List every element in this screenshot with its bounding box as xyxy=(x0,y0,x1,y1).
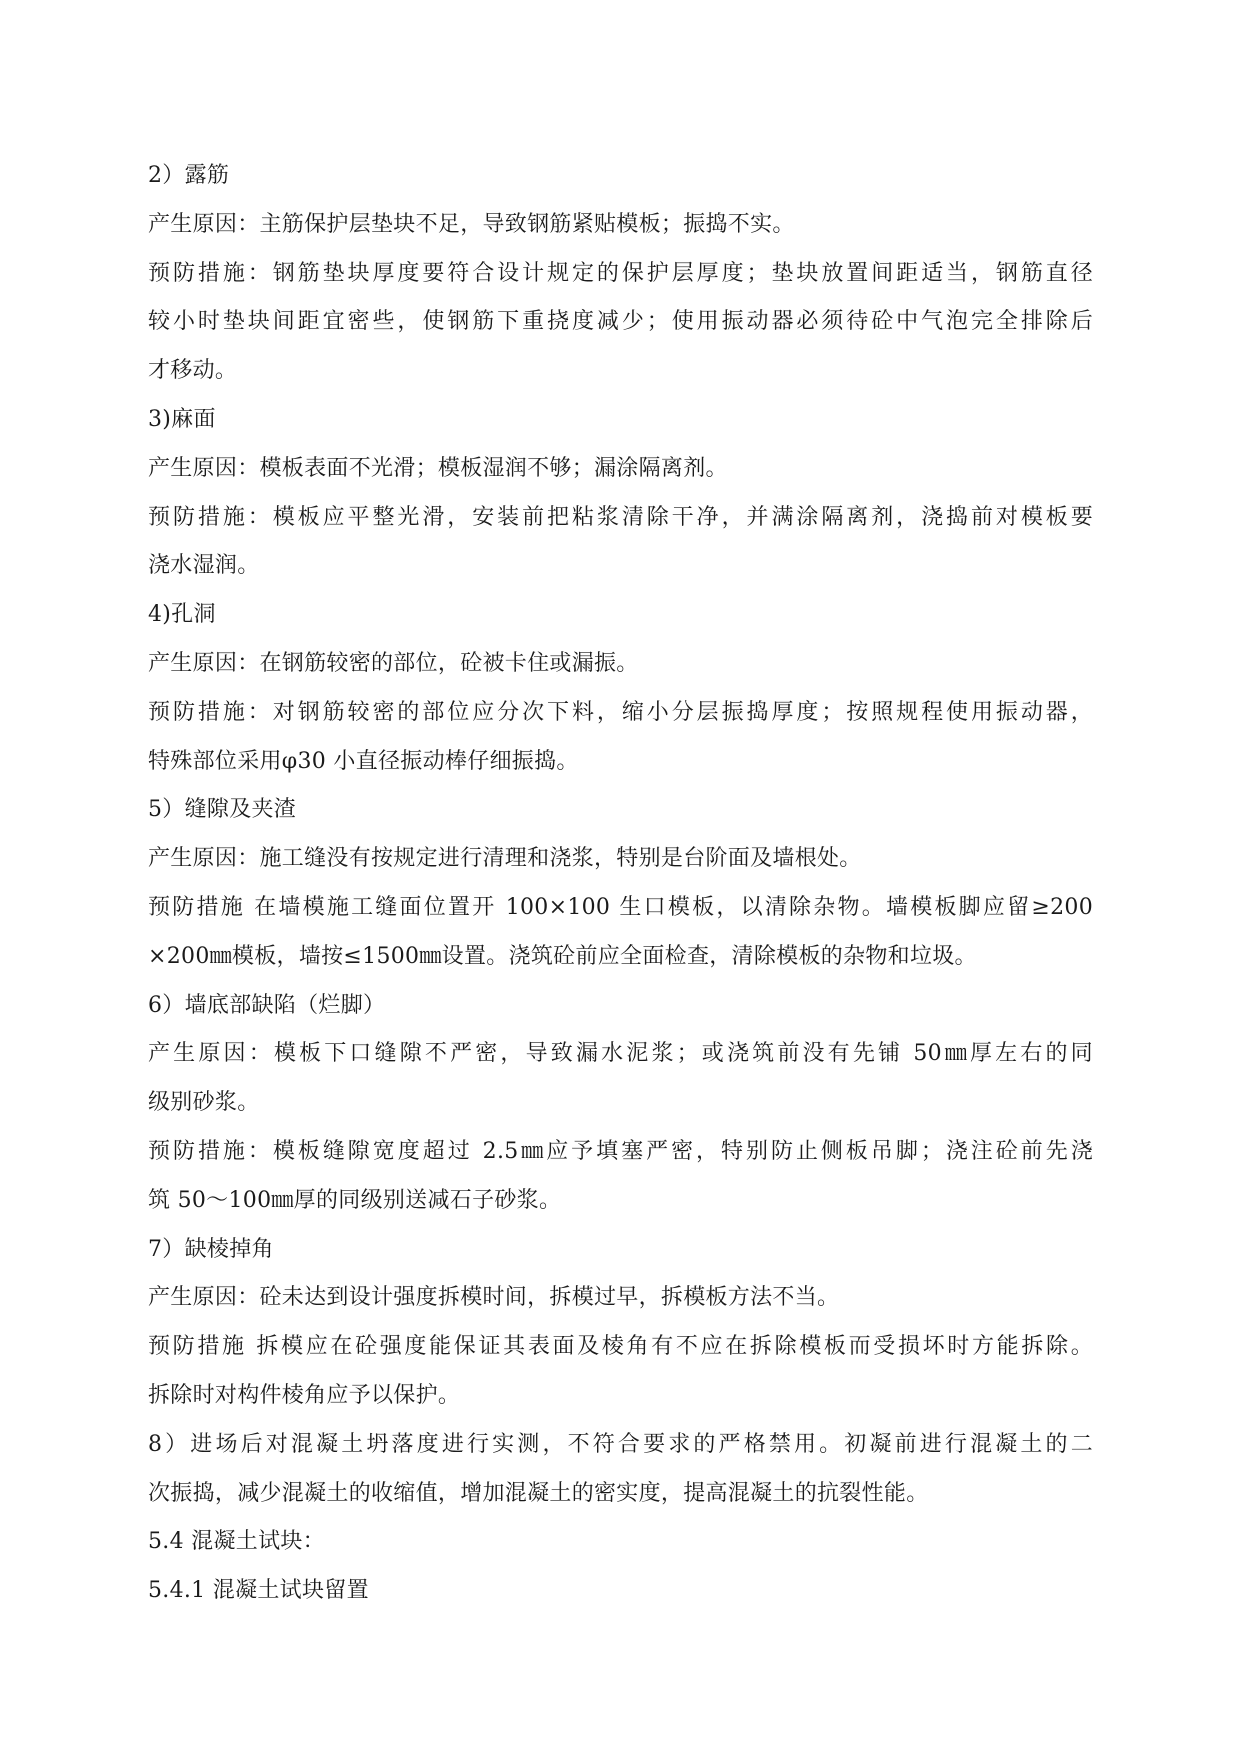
prevention-wall-base-defect-line-1: 预防措施：模板缝隙宽度超过 2.5㎜应予填塞严密，特别防止侧板吊脚；浇注砼前先浇 xyxy=(148,1138,1093,1164)
prevention-wall-base-defect-line-2: 筑 50～100㎜厚的同级别送减石子砂浆。 xyxy=(148,1187,562,1213)
prevention-exposed-rebar-line-2: 较小时垫块间距宜密些，使钢筋下重挠度减少；使用振动器必须待砼中气泡完全排除后 xyxy=(148,309,1093,335)
prevention-exposed-rebar-line-3: 才移动。 xyxy=(148,358,238,384)
heading-holes: 4)孔洞 xyxy=(148,602,216,628)
cause-wall-base-defect-line-2: 级别砂浆。 xyxy=(148,1090,260,1116)
prevention-holes-line-1: 预防措施：对钢筋较密的部位应分次下料，缩小分层振捣厚度；按照规程使用振动器， xyxy=(148,699,1093,725)
heading-broken-edges: 7）缺棱掉角 xyxy=(148,1236,274,1262)
prevention-gaps-slag-line-2: ×200㎜模板，墙按≤1500㎜设置。浇筑砼前应全面检查，清除模板的杂物和垃圾。 xyxy=(148,943,977,969)
cause-broken-edges: 产生原因：砼未达到设计强度拆模时间，拆模过早，拆模板方法不当。 xyxy=(148,1285,840,1311)
heading-exposed-rebar: 2）露筋 xyxy=(148,163,230,188)
cause-holes: 产生原因：在钢筋较密的部位，砼被卡住或漏振。 xyxy=(148,650,639,676)
slump-test-paragraph-line-1: 8）进场后对混凝土坍落度进行实测，不符合要求的严格禁用。初凝前进行混凝土的二 xyxy=(148,1431,1093,1457)
section-heading-test-blocks: 5.4 混凝土试块： xyxy=(148,1529,325,1555)
prevention-holes-line-2: 特殊部位采用φ30 小直径振动棒仔细振捣。 xyxy=(148,748,579,774)
heading-gaps-slag: 5）缝隙及夹渣 xyxy=(148,797,297,823)
prevention-pitted-surface-line-1: 预防措施：模板应平整光滑，安装前把粘浆清除干净，并满涂隔离剂，浇捣前对模板要 xyxy=(148,504,1093,530)
prevention-pitted-surface-line-2: 浇水湿润。 xyxy=(148,553,260,579)
subsection-heading-test-block-retention: 5.4.1 混凝土试块留置 xyxy=(148,1578,369,1604)
prevention-exposed-rebar-line-1: 预防措施：钢筋垫块厚度要符合设计规定的保护层厚度；垫块放置间距适当，钢筋直径 xyxy=(148,260,1093,286)
cause-wall-base-defect-line-1: 产生原因：模板下口缝隙不严密，导致漏水泥浆；或浇筑前没有先铺 50㎜厚左右的同 xyxy=(148,1041,1093,1067)
prevention-gaps-slag-line-1: 预防措施 在墙模施工缝面位置开 100×100 生口模板，以清除杂物。墙模板脚应留≥200 xyxy=(148,894,1093,920)
heading-pitted-surface: 3)麻面 xyxy=(148,406,216,432)
heading-wall-base-defect: 6）墙底部缺陷（烂脚） xyxy=(148,992,386,1018)
cause-gaps-slag: 产生原因：施工缝没有按规定进行清理和浇浆，特别是台阶面及墙根处。 xyxy=(148,846,862,872)
prevention-broken-edges-line-1: 预防措施 拆模应在砼强度能保证其表面及棱角有不应在拆除模板而受损坏时方能拆除。 xyxy=(148,1334,1093,1360)
cause-pitted-surface: 产生原因：模板表面不光滑；模板湿润不够；漏涂隔离剂。 xyxy=(148,455,728,481)
slump-test-paragraph-line-2: 次振捣，减少混凝土的收缩值，增加混凝土的密实度，提高混凝土的抗裂性能。 xyxy=(148,1480,929,1506)
prevention-broken-edges-line-2: 拆除时对构件棱角应予以保护。 xyxy=(148,1382,461,1408)
document-body xyxy=(148,152,1093,1616)
cause-exposed-rebar: 产生原因：主筋保护层垫块不足，导致钢筋紧贴模板；振捣不实。 xyxy=(148,211,795,237)
